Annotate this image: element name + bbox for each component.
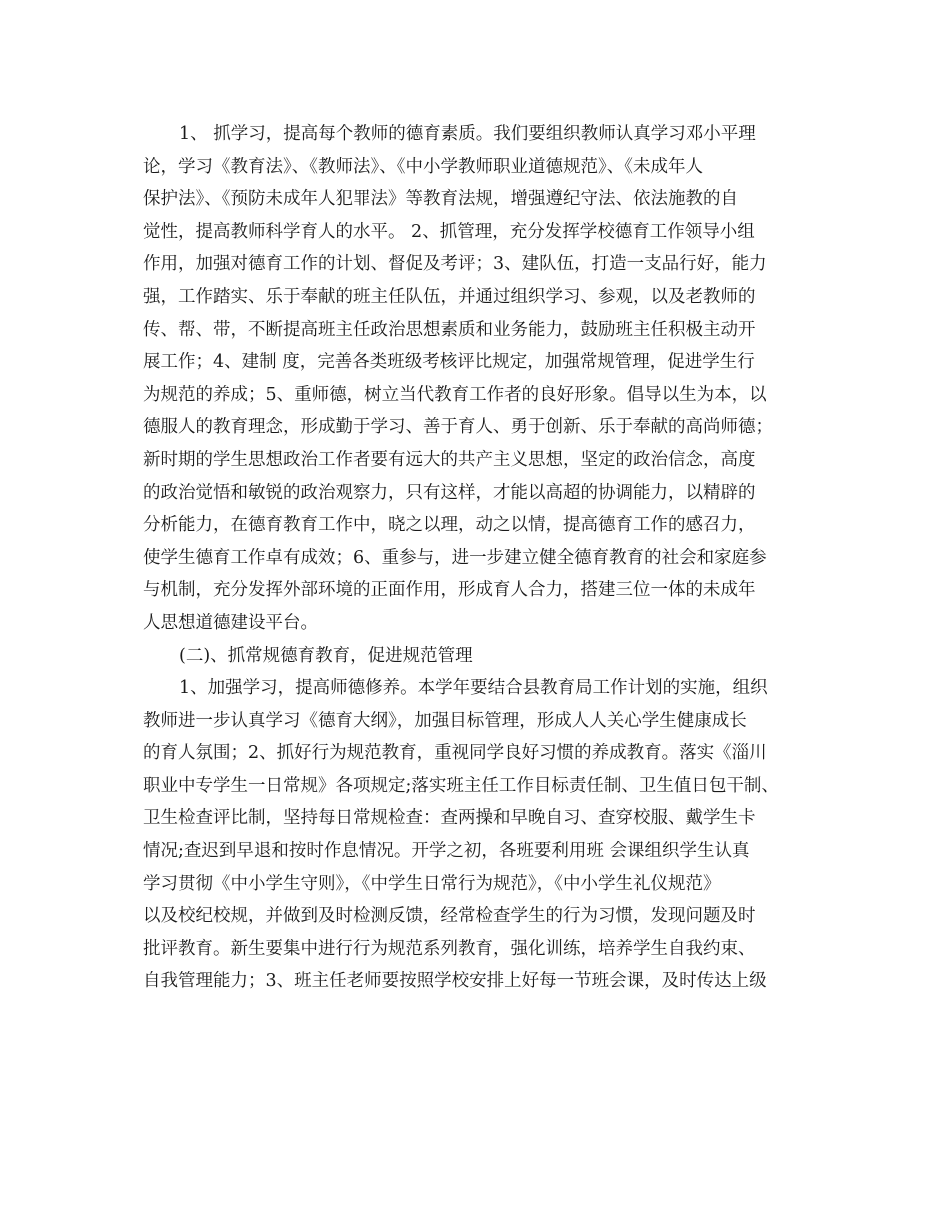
text-line: 卫生检查评比制，坚持每日常规检查：查两操和早晚自习、查穿校服、戴学生卡: [143, 808, 756, 829]
text-line: 传、帮、带，不断提高班主任政治思想素质和业务能力，鼓励班主任积极主动开: [143, 319, 756, 340]
document-body: [143, 118, 808, 998]
text-line: 强，工作踏实、乐于奉献的班主任队伍，并通过组织学习、参观，以及老教师的: [143, 286, 756, 307]
text-line: 保护法》、《预防未成年人犯罪法》等教育法规，增强遵纪守法、依法施教的自: [143, 189, 738, 210]
text-line: 使学生德育工作卓有成效；6、重参与，进一步建立健全德育教育的社会和家庭参: [143, 547, 767, 568]
text-line: 觉性，提高教师科学育人的水平。 2、抓管理，充分发挥学校德育工作领导小组: [143, 221, 755, 242]
text-line: 教师进一步认真学习《德育大纲》，加强目标管理，形成人人关心学生健康成长: [143, 710, 747, 731]
text-line: 新时期的学生思想政治工作者要有远大的共产主义思想，坚定的政治信念，高度: [143, 449, 756, 470]
text-line: 职业中专学生一日常规》各项规定;落实班主任工作目标责任制、卫生值日包干制、: [143, 775, 779, 796]
text-line: 以及校纪校规，并做到及时检测反馈，经常检查学生的行为习惯，发现问题及时: [143, 906, 756, 927]
text-line: 的政治觉悟和敏锐的政治观察力，只有这样，才能以高超的协调能力，以精辟的: [143, 482, 756, 503]
text-line: 批评教育。新生要集中进行行为规范系列教育，强化训练，培养学生自我约束、: [143, 938, 756, 959]
text-line: 的育人氛围；2、抓好行为规范教育，重视同学良好习惯的养成教育。落实《淄川: [143, 743, 767, 764]
text-line: 与机制，充分发挥外部环境的正面作用，形成育人合力，搭建三位一体的未成年: [143, 580, 756, 601]
text-line: 情况;查迟到早退和按时作息情况。开学之初，各班要利用班 会课组织学生认真: [143, 841, 750, 862]
text-line: 为规范的养成；5、重师德，树立当代教育工作者的良好形象。倡导以生为本，以: [143, 384, 767, 405]
text-line: 学习贯彻《中小学生守则》，《中学生日常行为规范》，《中小学生礼仪规范》: [143, 873, 721, 894]
text-line: 德服人的教育理念，形成勤于学习、善于育人、勇于创新、乐于奉献的高尚师德；: [143, 417, 773, 438]
text-line: (二)、抓常规德育教育，促进规范管理: [179, 645, 473, 666]
text-line: 人思想道德建设平台。: [143, 612, 318, 633]
text-line: 展工作；4、建制 度，完善各类班级考核评比规定，加强常规管理，促进学生行: [143, 352, 755, 373]
text-line: 分析能力，在德育教育工作中，晓之以理，动之以情，提高德育工作的感召力，: [143, 515, 756, 536]
text-line: 论，学习《教育法》、《教师法》、《中小学教师职业道德规范》、《未成年人: [143, 156, 703, 177]
text-line: 作用，加强对德育工作的计划、督促及考评；3、建队伍，打造一支品行好，能力: [143, 254, 767, 275]
text-line: 1、加强学习，提高师德修养。本学年要结合县教育局工作计划的实施，组织: [179, 678, 768, 699]
text-line: 1、 抓学习，提高每个教师的德育素质。我们要组织教师认真学习邓小平理: [179, 124, 756, 144]
text-line: 自我管理能力；3、班主任老师要按照学校安排上好每一节班会课，及时传达上级: [143, 971, 767, 992]
